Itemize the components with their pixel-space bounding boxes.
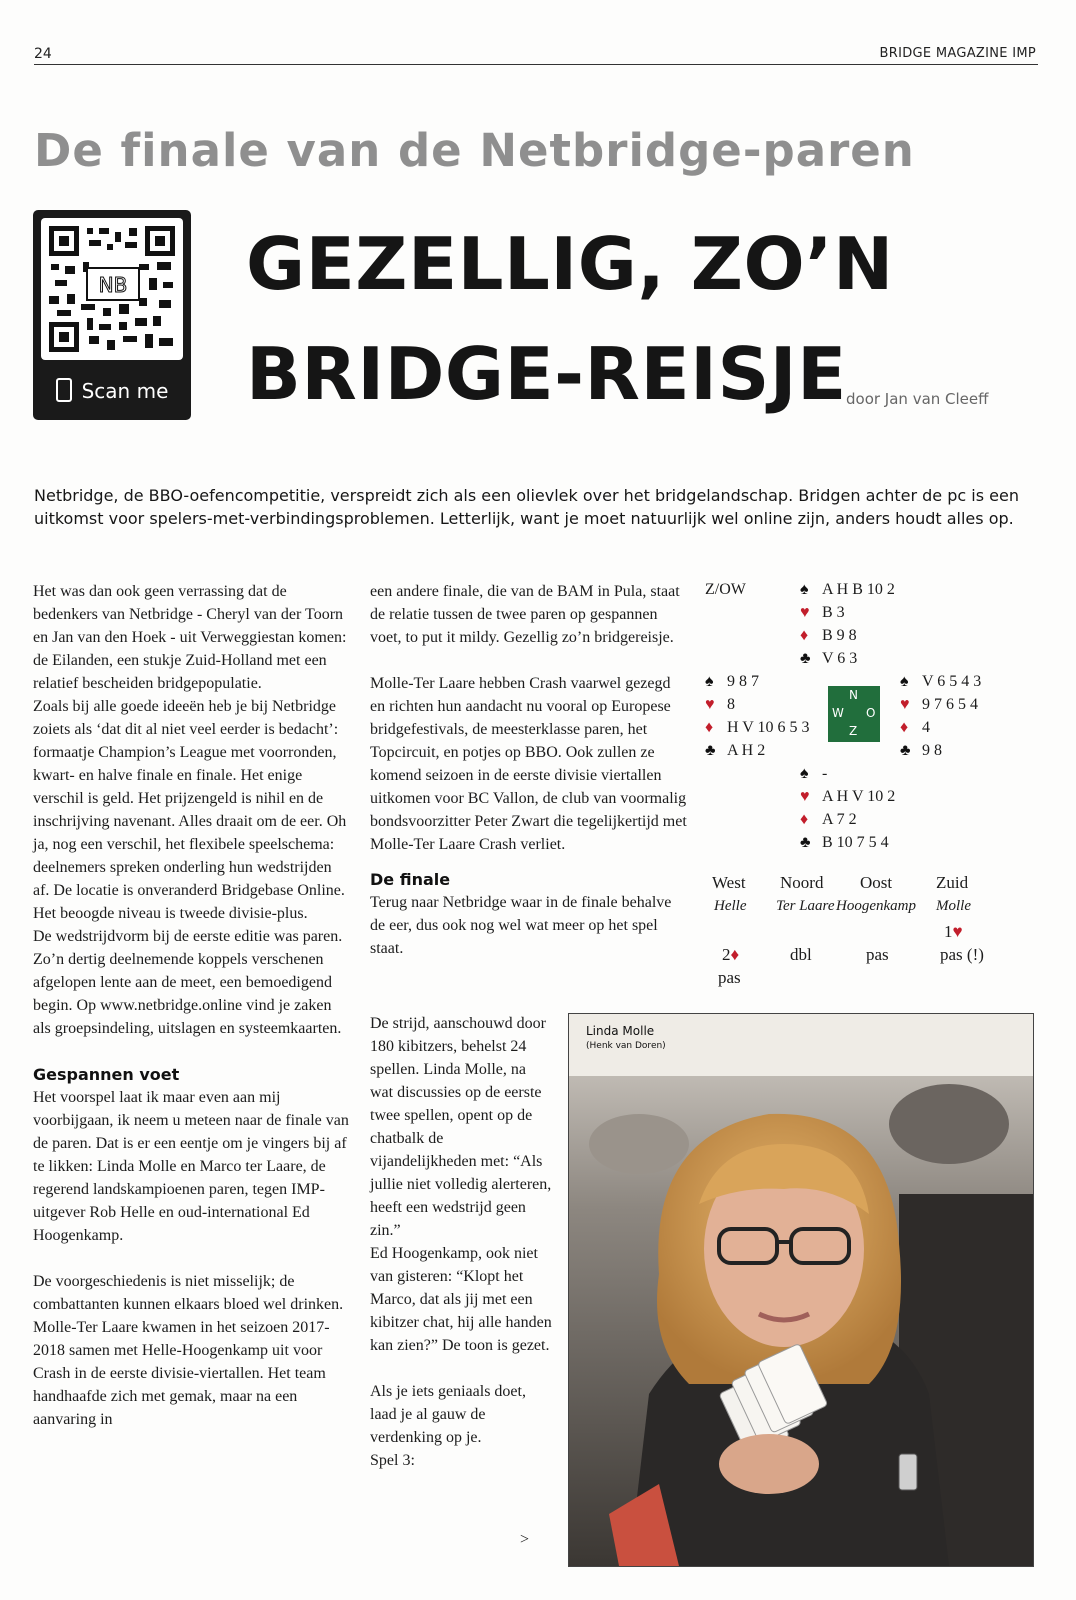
column-1 xyxy=(33,580,351,1431)
header-rule xyxy=(34,64,1038,65)
compass-box xyxy=(828,686,880,742)
north-spades: ♠ A H B 10 2 xyxy=(800,578,895,601)
east-spades: ♠ V 6 5 4 3 xyxy=(900,670,981,693)
player-noord: Ter Laare xyxy=(776,898,835,914)
north-hearts: ♥ B 3 xyxy=(800,601,845,624)
spade-icon: ♠ xyxy=(800,765,809,782)
south-clubs: ♣ B 10 7 5 4 xyxy=(800,831,889,854)
south-hearts: ♥ A H V 10 2 xyxy=(800,785,895,808)
paragraph: Het voorspel laat ik maar even aan mij voorbijgaan, ik neem u meteen naar de finale van de paren. Dat is er een eentje om je vingers bij af te likken: Linda Molle en Marco ter Laare, de regerend landskampioenen paren, tegen IMP-uitgever Rob Helle en oud-international Ed Hoogenkamp. xyxy=(33,1089,349,1244)
west-spades: ♠ 9 8 7 xyxy=(705,670,759,693)
bid-noord-2: dbl xyxy=(790,945,812,964)
paragraph: Ed Hoogenkamp, ook niet van gisteren: “Klopt het Marco, dat als jij met een kibitzer chat, hij alle handen kan zien?” De toon is gezet. xyxy=(370,1245,552,1354)
photo-linda-molle xyxy=(568,1013,1034,1567)
page-number: 24 xyxy=(34,46,52,62)
west-clubs: ♣ A H 2 xyxy=(705,739,765,762)
qr-code-box[interactable] xyxy=(33,210,191,420)
magazine-name: BRIDGE MAGAZINE IMP xyxy=(879,46,1036,61)
paragraph: De voorgeschiedenis is niet misselijk; de combattanten kunnen elkaars bloed wel drinken. Molle-Ter Laare kwamen in het seizoen 2017-2018 samen met Helle-Hoogenkamp uit voor Crash in de eerste divisie-viertallen. Het team handhaafde zich met gemak, maar na een aanvaring in xyxy=(33,1273,344,1428)
paragraph: Spel 3: xyxy=(370,1452,415,1469)
east-hearts: ♥ 9 7 6 5 4 xyxy=(900,693,978,716)
bid-zuid-1: 1♥ xyxy=(944,922,963,941)
paragraph: Het was dan ook geen verrassing dat de bedenkers van Netbridge - Cheryl van der Toorn en Jan van den Hoek - uit Verweggiestan komen: de Eilanden, een stukje Zuid-Holland met een relatief bescheiden bridgepopulatie. xyxy=(33,583,347,692)
column-2-narrow xyxy=(370,1012,552,1472)
diamond-icon: ♦ xyxy=(705,719,714,736)
heart-icon: ♥ xyxy=(800,604,810,621)
bid-header-oost: Oost xyxy=(860,873,893,892)
heart-icon: ♥ xyxy=(705,696,715,713)
heart-icon: ♥ xyxy=(900,696,910,713)
bid-header-zuid: Zuid xyxy=(936,873,969,892)
north-clubs: ♣ V 6 3 xyxy=(800,647,857,670)
paragraph: Molle-Ter Laare hebben Crash vaarwel gezegd en richten hun aandacht nu vooral op Europese bridgefestivals, de meesterklasse paren, het Topcircuit, en potjes op BBO. Ook zullen ze komend seizoen in de eerste divisie viertallen uitkomen voor BC Vallon, de club van voormalig bondsvoorzitter Peter Zwart die tegelijkertijd met Molle-Ter Laare Crash verliet. xyxy=(370,675,687,853)
east-clubs: ♣ 9 8 xyxy=(900,739,942,762)
heart-icon: ♥ xyxy=(952,922,963,941)
paragraph: Zoals bij alle goede ideeën heb je bij Netbridge zoiets als ‘dat dit al niet veel eerder is bedacht’: formaatje Champion’s League met voorronden, kwart- en halve finale en finale. Het enige verschil is geld. Het prijzengeld is nihil en de inschrijving navenant. Alles draait om de eer. Oh ja, nog een verschil, het flexibele speelschema: deelnemers spreken onderling hun wedstrijden af. De locatie is onveranderd Bridgebase Online. Het beoogde niveau is tweede divisie-plus. xyxy=(33,698,347,922)
paragraph: Terug naar Netbridge waar in de finale behalve de eer, dus ook nog wel wat meer op het spel staat. xyxy=(370,894,672,957)
bid-west-3: pas xyxy=(718,968,741,987)
compass-n: N xyxy=(849,688,858,702)
club-icon: ♣ xyxy=(800,650,811,667)
scan-text: Scan me xyxy=(81,379,169,403)
article-kicker: De finale van de Netbridge-paren xyxy=(34,124,915,177)
heart-icon: ♥ xyxy=(800,788,810,805)
paragraph: De wedstrijdvorm bij de eerste editie was paren. Zo’n dertig deelnemende koppels verschenen afgelopen lente aan de meet, een bemoedigend begin. Op www.netbridge.online vind je zaken als groepsindeling, uitslagen en systeemkaarten. xyxy=(33,928,343,1037)
north-diamonds: ♦ B 9 8 xyxy=(800,624,857,647)
spade-icon: ♠ xyxy=(800,581,809,598)
bid-header-west: West xyxy=(712,873,746,892)
spade-icon: ♠ xyxy=(705,673,714,690)
bid-west-2: 2♦ xyxy=(722,945,740,964)
photo-illustration xyxy=(569,1014,1033,1566)
south-spades: ♠ - xyxy=(800,762,827,785)
scan-me-label xyxy=(33,378,191,403)
byline: door Jan van Cleeff xyxy=(846,390,989,408)
dealer-vulnerability: Z/OW xyxy=(705,581,746,598)
photo-credit: (Henk van Doren) xyxy=(586,1041,666,1051)
qr-code-icon xyxy=(41,218,183,360)
compass-w: W xyxy=(832,706,844,720)
column-2 xyxy=(370,580,688,960)
qr-pattern xyxy=(49,226,175,352)
intro-paragraph: Netbridge, de BBO-oefencompetitie, verspreidt zich als een olievlek over het bridgelandschap. Bridgen achter de pc is een uitkomst voor spelers-met-verbindingsproblemen. Letterlijk, want je moet natuurlijk wel online zijn, anders houdt alles op. xyxy=(34,486,1019,528)
player-oost: Hoogenkamp xyxy=(836,898,916,914)
player-west: Helle xyxy=(714,898,747,914)
bid-oost-2: pas xyxy=(866,945,889,964)
phone-icon xyxy=(56,378,72,402)
diamond-icon: ♦ xyxy=(900,719,909,736)
west-hearts: ♥ 8 xyxy=(705,693,735,716)
spade-icon: ♠ xyxy=(900,673,909,690)
diamond-icon: ♦ xyxy=(800,627,809,644)
title-line-2: BRIDGE-REISJE xyxy=(246,332,847,416)
photo-caption: Linda Molle xyxy=(586,1024,655,1038)
south-diamonds: ♦ A 7 2 xyxy=(800,808,857,831)
qr-logo: NB xyxy=(98,273,128,297)
east-diamonds: ♦ 4 xyxy=(900,716,930,739)
club-icon: ♣ xyxy=(800,834,811,851)
diamond-icon: ♦ xyxy=(730,945,740,964)
compass-o: O xyxy=(866,706,876,720)
club-icon: ♣ xyxy=(705,742,716,759)
subheading: De finale xyxy=(370,870,451,889)
bid-zuid-2: pas (!) xyxy=(940,945,984,964)
west-diamonds: ♦ H V 10 6 5 3 xyxy=(705,716,810,739)
player-zuid: Molle xyxy=(936,898,971,914)
title-line-1: GEZELLIG, ZO’N xyxy=(246,222,894,306)
compass-z: Z xyxy=(849,724,858,738)
club-icon: ♣ xyxy=(900,742,911,759)
paragraph: De strijd, aanschouwd door 180 kibitzers, behelst 24 spellen. Linda Molle, na wat discussies op de eerste twee spellen, opent op de chatbalk de vijandelijkheden met: “Als jullie niet volledig alerteren, heeft een wedstrijd geen zin.” xyxy=(370,1015,552,1239)
bid-header-noord: Noord xyxy=(780,873,824,892)
paragraph: een andere finale, die van de BAM in Pula, staat de relatie tussen de twee paren op gespannen voet, to put it mildy. Gezellig zo’n bridgereisje. xyxy=(370,583,680,646)
paragraph: Als je iets geniaals doet, laad je al gauw de verdenking op je. xyxy=(370,1383,526,1446)
continue-arrow: > xyxy=(520,1531,530,1548)
diamond-icon: ♦ xyxy=(800,811,809,828)
subheading: Gespannen voet xyxy=(33,1065,180,1084)
